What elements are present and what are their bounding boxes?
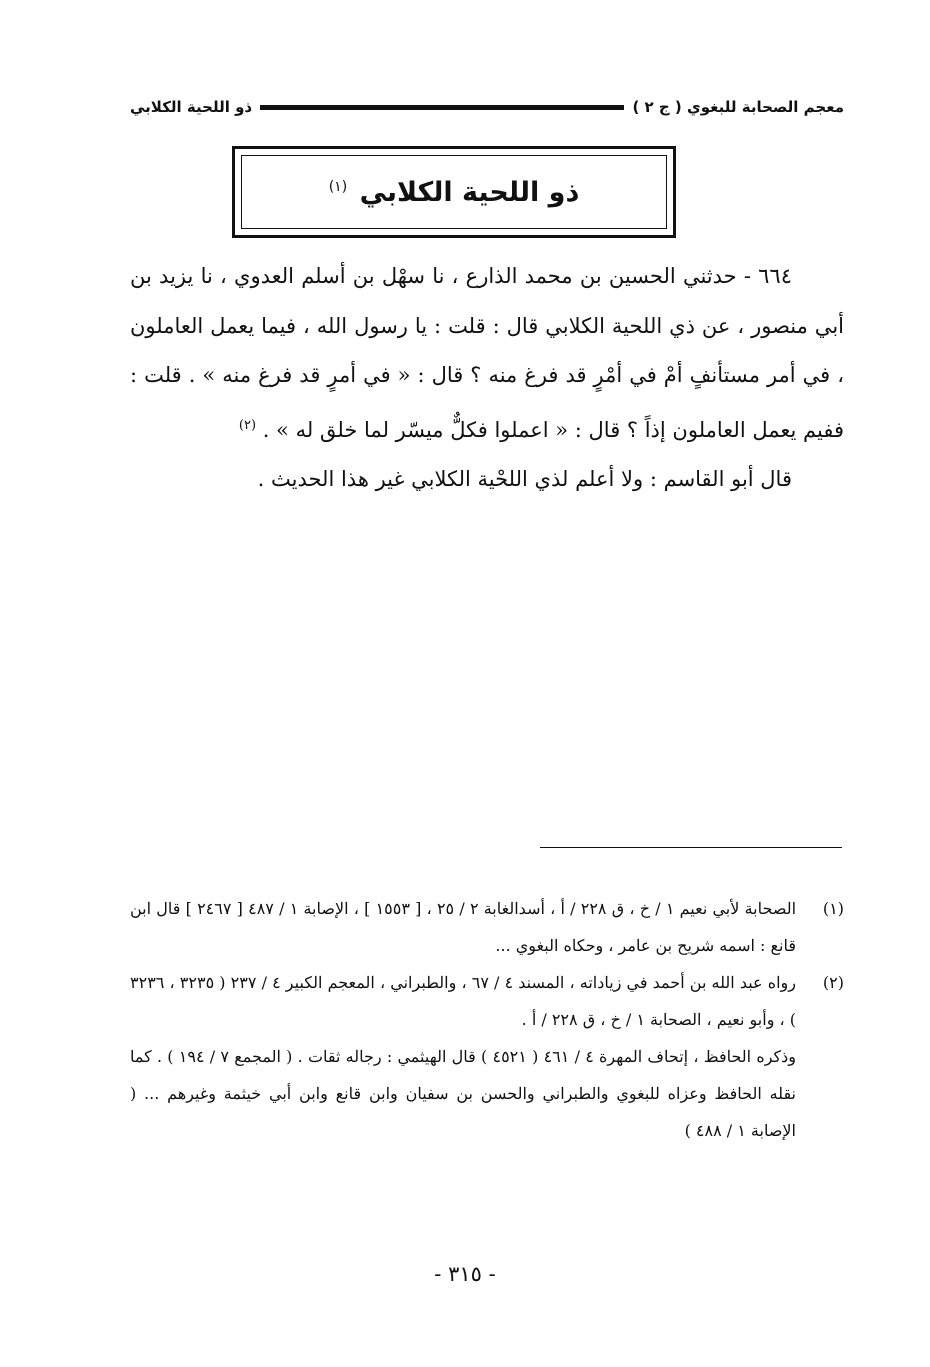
footnote-number: (١)	[822, 899, 844, 918]
comment-paragraph: قال أبو القاسم : ولا أعلم لذي اللحْية الكلابي غير هذا الحديث .	[257, 467, 792, 491]
entry-title-text: ذو اللحية الكلابي	[359, 176, 580, 208]
footnote-number: (٢)	[822, 973, 844, 992]
entry-title-frame	[232, 146, 676, 238]
footnotes	[130, 890, 844, 1149]
entry-title-note-ref: (١)	[328, 178, 348, 195]
entry-title	[329, 177, 580, 208]
page-number: - ٣١٥ -	[434, 1262, 496, 1286]
running-header	[130, 92, 844, 122]
footnote-text	[130, 964, 796, 1149]
entry-title-inner-frame	[241, 155, 667, 229]
footnote-text	[130, 890, 796, 964]
hadith-paragraph	[130, 252, 844, 455]
header-entry-title: ذو اللحية الكلابي	[130, 98, 253, 116]
footnote-line: الصحابة لأبي نعيم ١ / خ ، ق ٢٢٨ / أ ، أسدالغابة ٢ / ٢٥ ، [ ١٥٥٣ ] ، الإصابة ١ / ٤٨٧ [ ٢٤٦٧ ] قال ابن قانع : اسمه شريح بن عامر ، وحكاه البغوي ...	[130, 899, 797, 955]
footnote-separator	[540, 847, 842, 848]
hadith-note-ref: (٢)	[238, 417, 257, 433]
header-book-title: معجم الصحابة للبغوي ( ج ٢ )	[632, 98, 844, 116]
footnote-1	[130, 890, 844, 964]
hadith-text: ٦٦٤ - حدثني الحسين بن محمد الذارع ، نا سهْل بن أسلم العدوي ، نا يزيد بن أبي منصور ، عن ذي اللحية الكلابي قال : قلت : يا رسول الله ، فيما يعمل العاملون ، في أمر مستأنفٍ أمْ في أمْرٍ قد فرغ منه ؟ قال : « في أمرٍ قد فرغ منه » . قلت : ففيم يعمل العاملون إذاً ؟ قال : « اعملوا فكلٌّ ميسّر لما خلق له » .	[130, 264, 844, 442]
footnote-line: وذكره الحافظ ، إتحاف المهرة ٤ / ٤٦١ ( ٤٥٢١ ) قال الهيثمي : رجاله ثقات . ( المجمع ٧ / ١٩٤ ) . كما نقله الحافظ وعزاه للبغوي والطبراني والحسن بن سفيان وابن قانع وابن أبي خيثمة وغيرهم ... ( الإصابة ١ / ٤٨٨ )	[130, 1047, 797, 1140]
footnote-2	[130, 964, 844, 1149]
main-text	[130, 252, 844, 505]
header-rule	[260, 105, 624, 110]
footnote-line: رواه عبد الله بن أحمد في زياداته ، المسند ٤ / ٦٧ ، والطبراني ، المعجم الكبير ٤ / ٢٣٧ ( ٣٢٣٥ ، ٣٢٣٦ ) ، وأبو نعيم ، الصحابة ١ / خ ، ق ٢٢٨ / أ .	[130, 973, 797, 1029]
